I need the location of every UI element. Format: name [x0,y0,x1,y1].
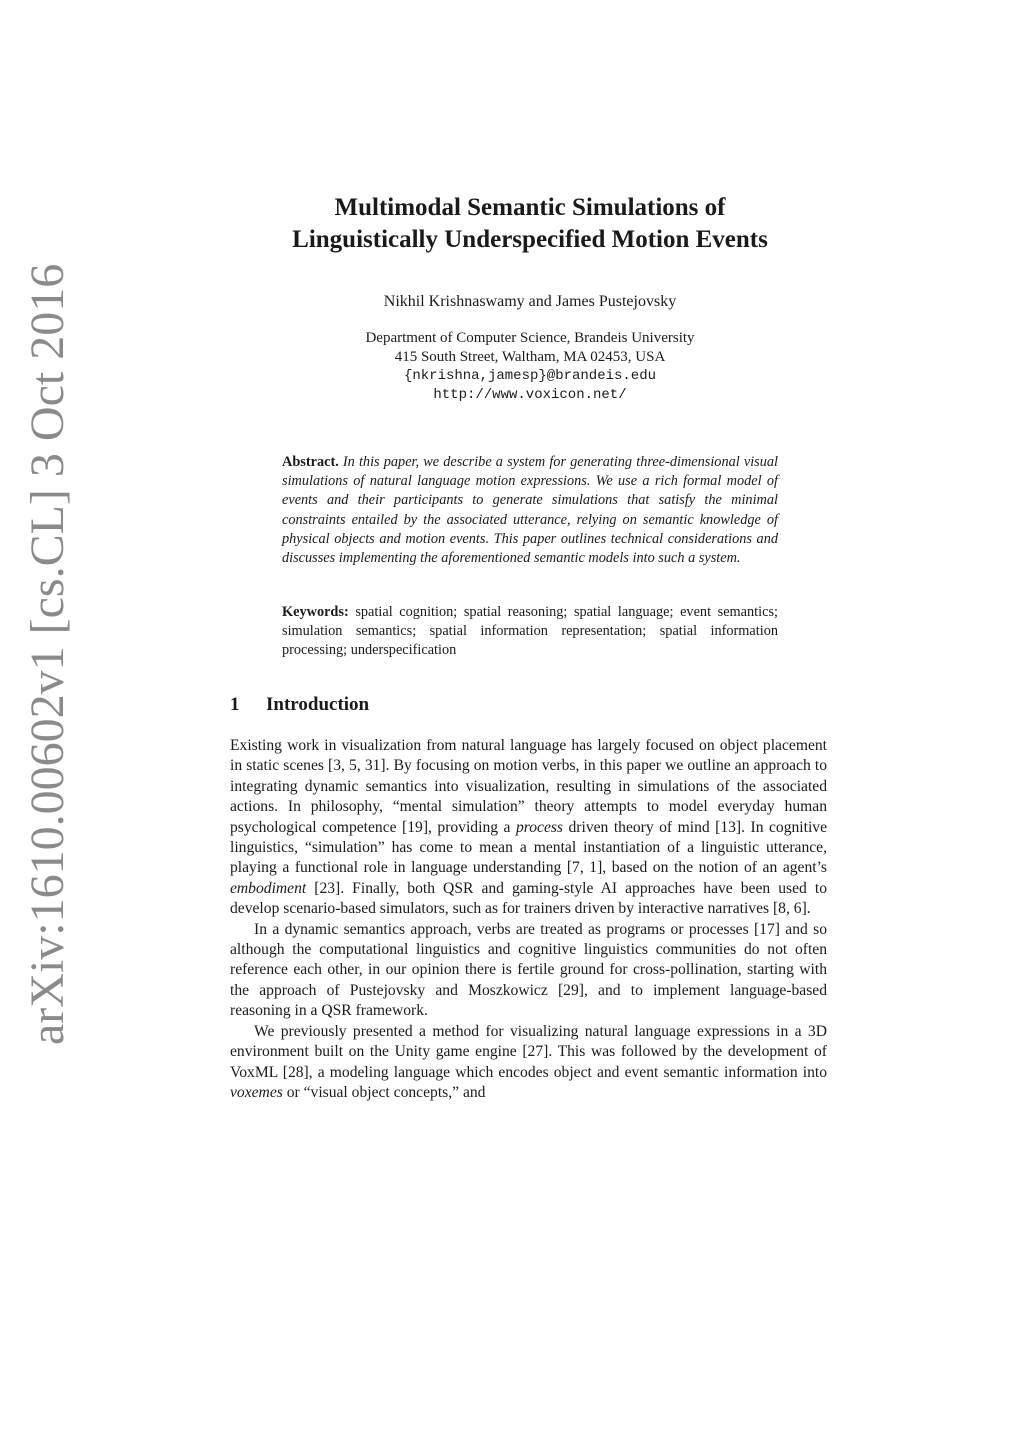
intro-p1-text-c: [23]. Finally, both QSR and gaming-style AI approaches have been used to develop scenario-based simulators, such as for trainers driven by interactive narratives [8, 6]. [230,879,827,918]
intro-p1-emphasis-embodiment: embodiment [230,879,307,897]
keywords-text: spatial cognition; spatial reasoning; spatial language; event semantics; simulation semantics; spatial information representation; spatial information processing; underspecification [282,604,778,659]
abstract-text: In this paper, we describe a system for generating three-dimensional visual simulations of natural language motion expressions. We use a rich formal model of events and their participants to generate simulations that satisfy the minimal constraints entailed by the associated utterance, relying on semantic knowledge of physical objects and motion events. This paper outlines technical considerations and discusses implementing the aforementioned semantic models into such a system. [282,454,778,567]
title-line-1: Multimodal Semantic Simulations of [334,194,726,221]
intro-p1-text-a: Existing work in visualization from natural language has largely focused on object placement in static scenes [3, 5, 31]. By focusing on motion verbs, in this paper we outline an approach to integrating dynamic semantics into visualization, resulting in simulations of the associated actions. In philosophy, “mental simulation” theory attempts to model everyday human psychological competence [19], providing a [230,737,827,836]
section-title: Introduction [266,694,370,715]
abstract-label: Abstract. [282,454,339,470]
introduction-body [230,736,827,1103]
intro-paragraph-1 [230,736,827,920]
section-number: 1 [230,694,240,715]
department: Department of Computer Science, Brandeis University [365,330,695,346]
intro-p1-emphasis-process: process [515,818,564,836]
author-list: Nikhil Krishnaswamy and James Pustejovsky [383,293,677,310]
intro-paragraph-3 [230,1022,827,1104]
title-line-2: Linguistically Underspecified Motion Events [292,226,768,253]
arxiv-identifier-stamp: arXiv:1610.00602v1 [cs.CL] 3 Oct 2016 [21,263,74,1045]
intro-p1-text-b: driven theory of mind [13]. In cognitive linguistics, “simulation” has come to mean a mental instantiation of a linguistic utterance, playing a functional role in language understanding [7, 1], based on the notion of an agent’s [230,818,828,877]
affiliation-block [200,329,860,405]
intro-p3-text-a: We previously presented a method for visualizing natural language expressions in a 3D environment built on the Unity game engine [27]. This was followed by the development of VoxML [28], a modeling language which encodes object and event semantic information into [230,1022,827,1081]
address: 415 South Street, Waltham, MA 02453, USA [394,349,666,365]
email-address[interactable]: {nkrishna,jamesp}@brandeis.edu [403,368,657,384]
paper-title [200,192,860,256]
abstract [282,453,778,568]
keywords-label: Keywords: [282,604,349,620]
intro-p3-emphasis-voxemes: voxemes [230,1083,283,1101]
keywords [282,603,778,661]
website-link[interactable]: http://www.voxicon.net/ [433,387,627,403]
section-heading [230,692,369,718]
intro-p3-text-b: or “visual object concepts,” and [282,1083,486,1101]
intro-paragraph-2: In a dynamic semantics approach, verbs are treated as programs or processes [17] and so although the computational linguistics and cognitive linguistics communities do not often reference each other, in our opinion there is fertile ground for cross-pollination, starting with the approach of Pustejovsky and Moszkowicz [29], and to implement language-based reasoning in a QSR framework. [230,920,827,1020]
